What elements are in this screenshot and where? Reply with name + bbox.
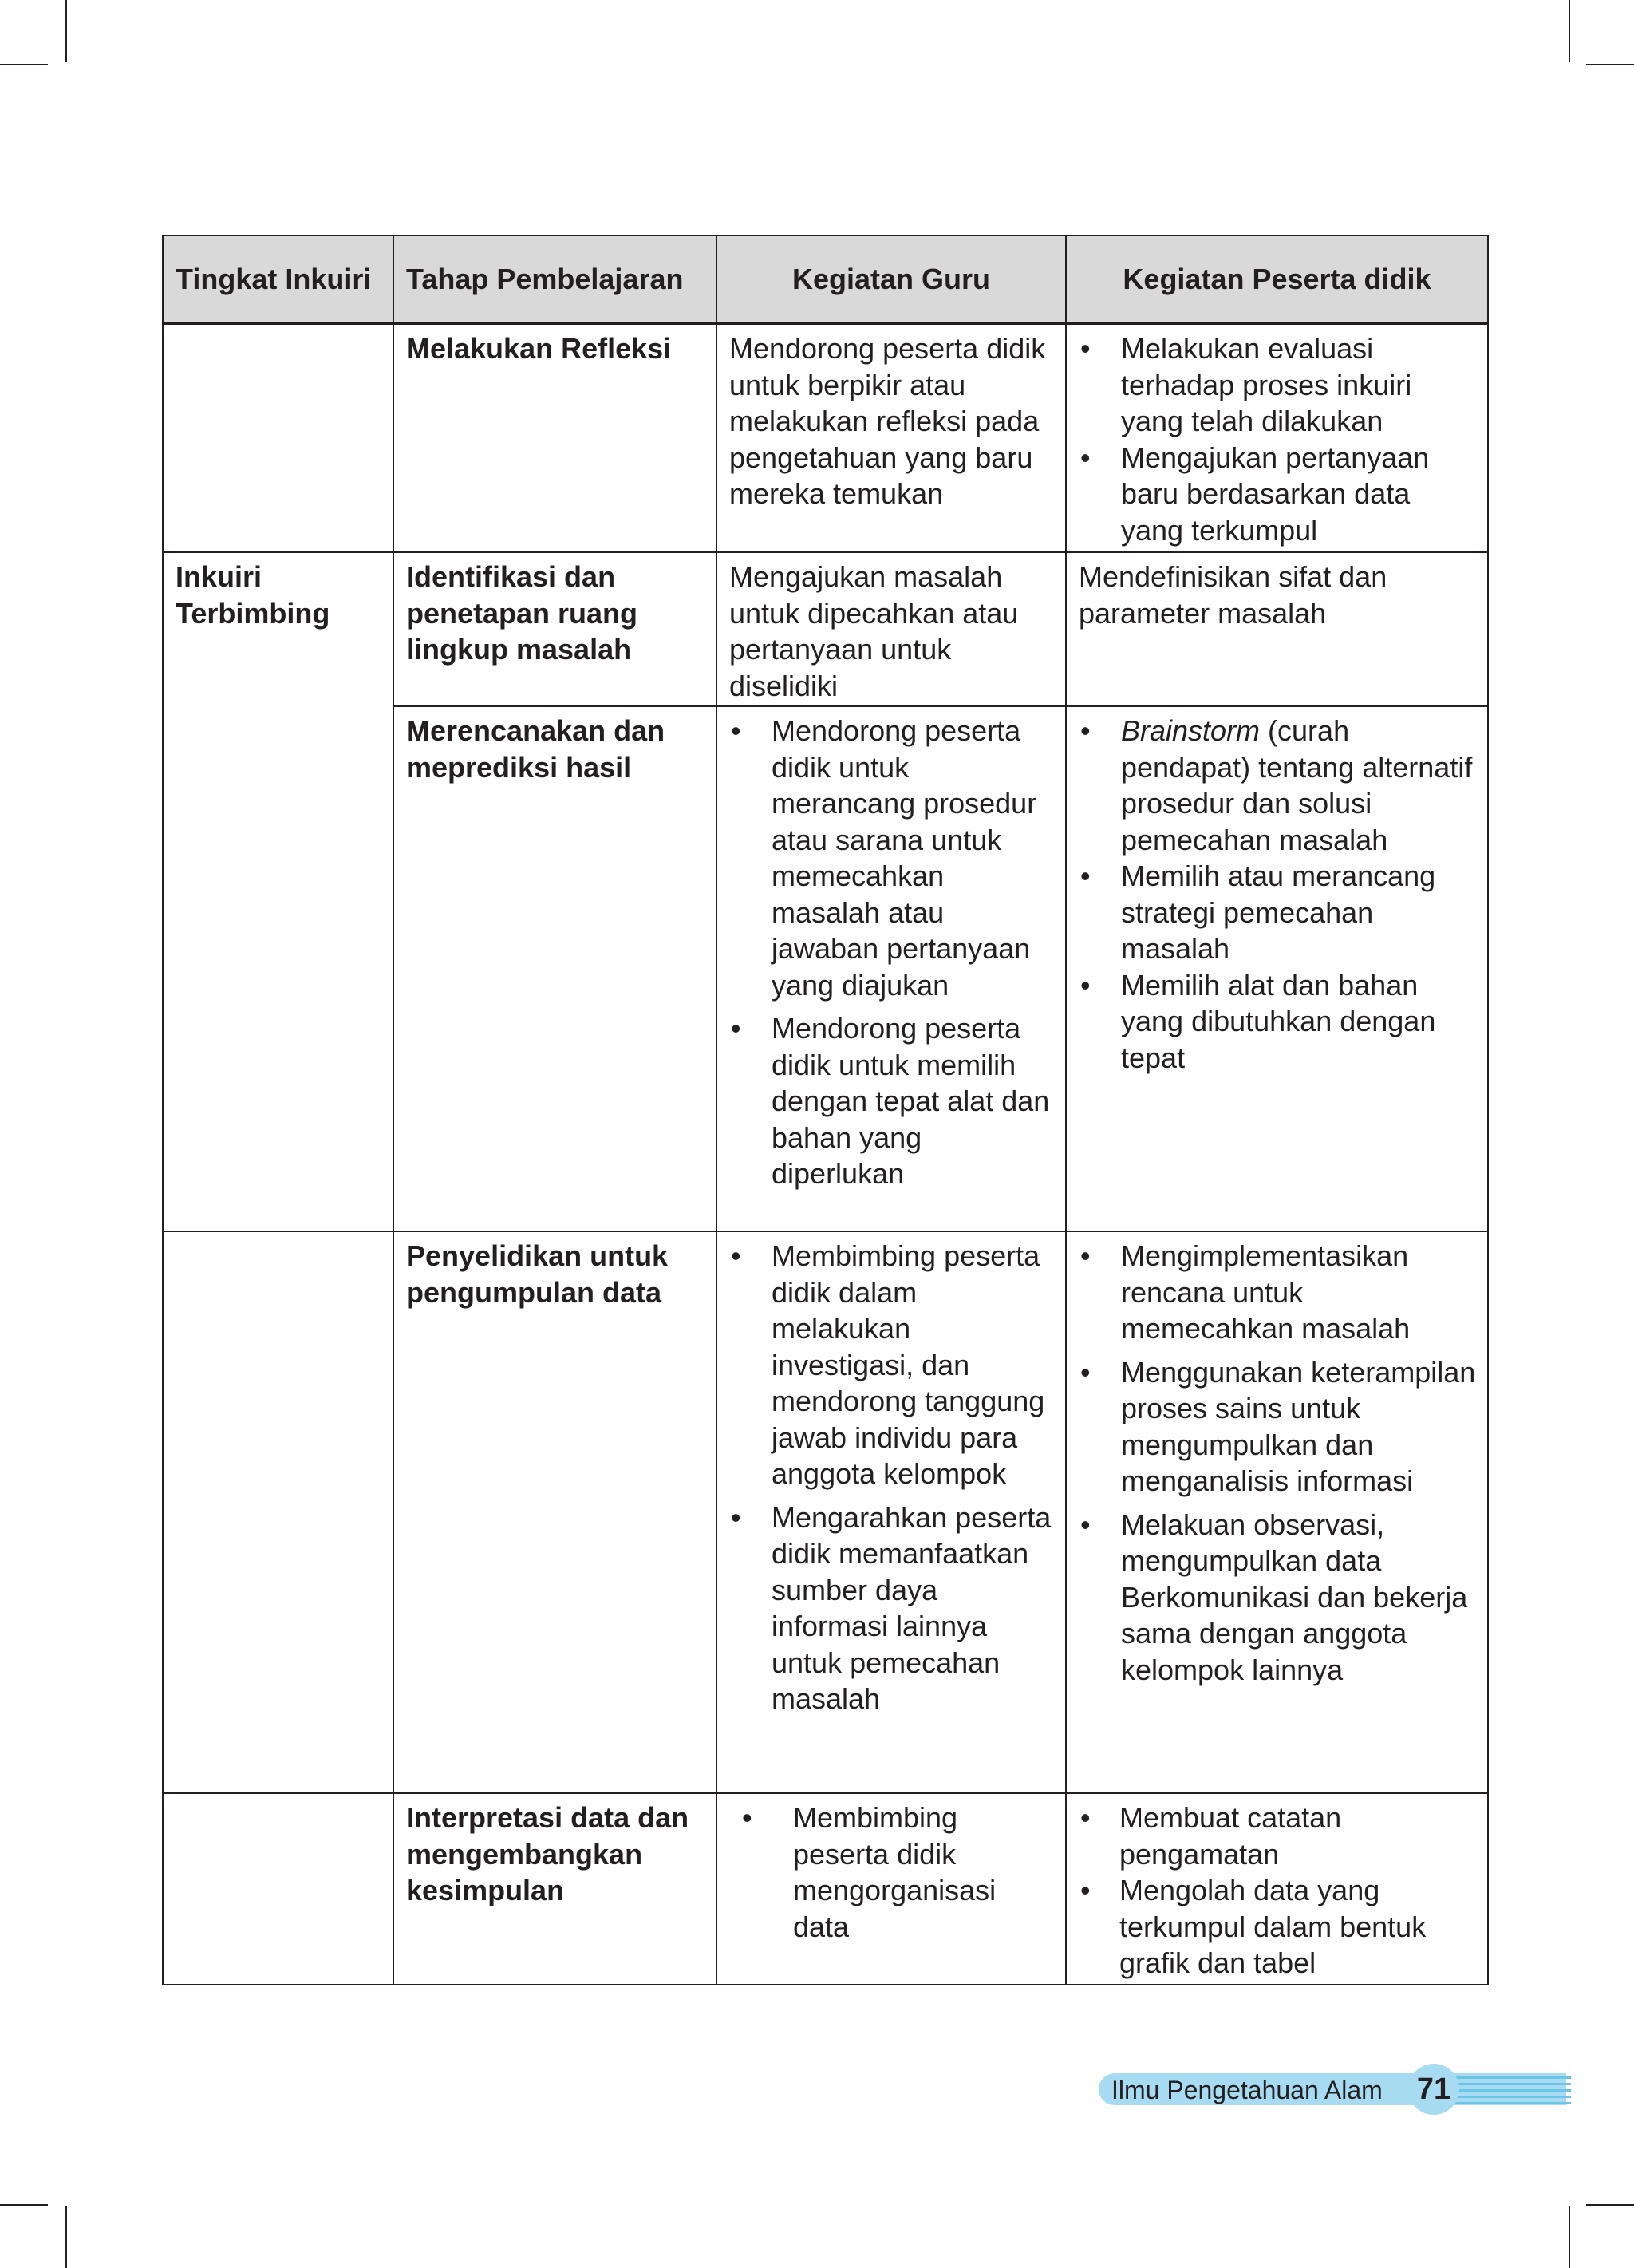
list-item: • Mendorong peserta didik untuk memilih dengan tepat alat dan bahan yang diperlukan bbox=[729, 1010, 1054, 1192]
crop-mark bbox=[65, 0, 67, 62]
list-item: • Melakuan observasi, mengumpulkan data Berkomunikasi dan bekerja sama dengan anggota kelompok lainnya bbox=[1079, 1507, 1476, 1689]
crop-mark bbox=[1586, 2204, 1634, 2206]
list-item: • Melakukan evaluasi terhadap proses inkuiri yang telah dilakukan bbox=[1079, 330, 1476, 440]
list-item: • Membimbing peserta didik mengorganisasi data bbox=[729, 1800, 1054, 1945]
table-row bbox=[163, 552, 1488, 706]
crop-mark bbox=[1586, 64, 1634, 65]
table-row bbox=[163, 323, 1488, 552]
stage-cell: Penyelidikan untuk pengumpulan data bbox=[393, 1231, 716, 1793]
student-cell bbox=[1066, 552, 1488, 706]
header-student: Kegiatan Peserta didik bbox=[1066, 235, 1488, 323]
header-teacher: Kegiatan Guru bbox=[716, 235, 1066, 323]
brainstorm-description: (curah pendapat) tentang alternatif prosedur dan solusi pemecahan masalah bbox=[1121, 714, 1473, 856]
crop-mark bbox=[0, 64, 48, 65]
list-item: • Mengarahkan peserta didik memanfaatkan sumber daya informasi lainnya untuk pemecahan masalah bbox=[729, 1499, 1054, 1717]
level-cell bbox=[163, 323, 393, 552]
list-item bbox=[1079, 713, 1476, 858]
list-item: • Memilih atau merancang strategi pemecahan masalah bbox=[1079, 858, 1476, 967]
header-stage: Tahap Pembelajaran bbox=[393, 235, 716, 323]
stage-cell: Interpretasi data dan mengembangkan kesimpulan bbox=[393, 1793, 716, 1985]
list-item: • Menggunakan keterampilan proses sains untuk mengumpulkan dan menganalisis informasi bbox=[1079, 1354, 1476, 1499]
level-cell bbox=[163, 1793, 393, 1985]
table-row bbox=[163, 1231, 1488, 1793]
crop-mark bbox=[65, 2206, 67, 2268]
page-footer bbox=[1099, 2064, 1571, 2128]
list-item: • Mengolah data yang terkumpul dalam bentuk grafik dan tabel bbox=[1079, 1872, 1476, 1982]
list-item: • Membuat catatan pengamatan bbox=[1079, 1800, 1476, 1872]
stage-cell: Identifikasi dan penetapan ruang lingkup masalah bbox=[393, 552, 716, 706]
brainstorm-term: Brainstorm bbox=[1121, 714, 1261, 747]
crop-mark bbox=[1569, 0, 1570, 62]
header-level: Tingkat Inkuiri bbox=[163, 235, 393, 323]
stage-cell: Merencanakan dan meprediksi hasil bbox=[393, 706, 716, 1231]
table-header-row bbox=[163, 235, 1488, 323]
table-row bbox=[163, 1793, 1488, 1985]
footer-subject: Ilmu Pengetahuan Alam bbox=[1111, 2076, 1383, 2104]
list-item: • Mendorong peserta didik untuk merancang prosedur atau sarana untuk memecahkan masalah atau jawaban pertanyaan yang diajukan bbox=[729, 713, 1054, 1003]
student-cell bbox=[1066, 1793, 1488, 1985]
teacher-text: Mengajukan masalah untuk dipecahkan atau pertanyaan untuk diselidiki bbox=[729, 560, 1019, 702]
student-cell bbox=[1066, 323, 1488, 552]
list-item: • Mengajukan pertanyaan baru berdasarkan data yang terkumpul bbox=[1079, 440, 1476, 549]
student-cell bbox=[1066, 1231, 1488, 1793]
inquiry-table bbox=[162, 235, 1489, 1985]
teacher-cell bbox=[716, 323, 1066, 552]
teacher-cell bbox=[716, 706, 1066, 1231]
list-item: • Membimbing peserta didik dalam melakukan investigasi, dan mendorong tanggung jawab individu para anggota kelompok bbox=[729, 1238, 1054, 1492]
teacher-text: Mendorong peserta didik untuk berpikir atau melakukan refleksi pada pengetahuan yang baru mereka temukan bbox=[729, 332, 1046, 510]
crop-mark bbox=[0, 2204, 48, 2206]
student-cell bbox=[1066, 706, 1488, 1231]
teacher-cell bbox=[716, 552, 1066, 706]
crop-mark bbox=[1569, 2206, 1570, 2268]
teacher-cell bbox=[716, 1793, 1066, 1985]
student-text: Mendefinisikan sifat dan parameter masalah bbox=[1079, 560, 1387, 630]
stage-cell: Melakukan Refleksi bbox=[393, 323, 716, 552]
level-cell: Inkuiri Terbimbing bbox=[163, 552, 393, 1231]
teacher-cell bbox=[716, 1231, 1066, 1793]
level-cell bbox=[163, 1231, 393, 1793]
list-item: • Mengimplementasikan rencana untuk memecahkan masalah bbox=[1079, 1238, 1476, 1347]
list-item: • Memilih alat dan bahan yang dibutuhkan dengan tepat bbox=[1079, 967, 1476, 1077]
page-number: 71 bbox=[1408, 2064, 1459, 2115]
